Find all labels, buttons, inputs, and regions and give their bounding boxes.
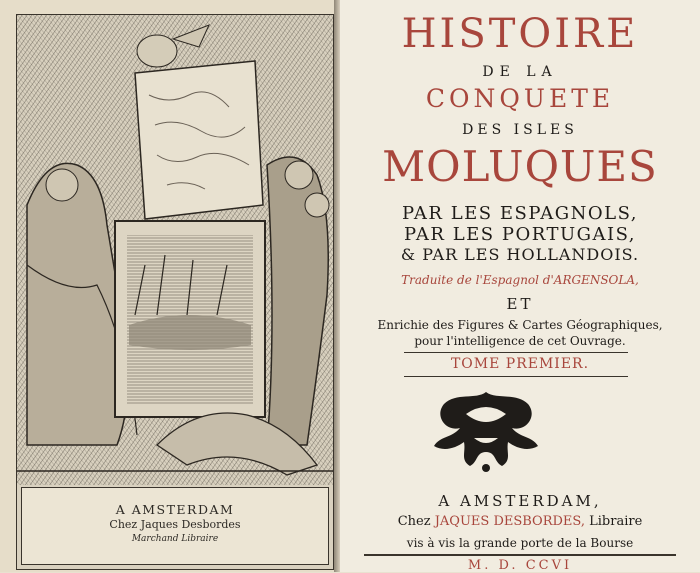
printers-ornament <box>426 384 546 474</box>
title-moluques: MOLUQUES <box>382 142 658 191</box>
enrichment-line-1: Enrichie des Figures & Cartes Géographiques, <box>377 318 663 332</box>
translation-credit: Traduite de l'Espagnol d'ARGENSOLA, <box>401 273 639 287</box>
subtitle-espagnols: PAR LES ESPAGNOLS, <box>401 203 639 224</box>
imprint-publisher-suffix: Libraire <box>589 514 643 529</box>
subtitle-portugais: PAR LES PORTUGAIS, <box>403 224 637 245</box>
frontispiece-imprint <box>22 502 328 547</box>
title-histoire: HISTOIRE <box>401 11 639 57</box>
imprint-address: vis à vis la grande porte de la Bourse <box>406 536 634 550</box>
volume-label: TOME PREMIER. <box>450 356 590 372</box>
cherub-figure <box>137 35 177 67</box>
engraving-illustration <box>17 15 333 485</box>
frontispiece-imprint-trade: Marchand Libraire <box>131 534 219 544</box>
frontispiece-imprint-city: A AMSTERDAM <box>115 502 235 517</box>
title-de-la: DE LA <box>482 64 558 80</box>
conjunction-et: ET <box>506 295 534 313</box>
frontispiece-plinth <box>21 487 329 565</box>
imprint-date: M. D. CCVI <box>467 558 573 573</box>
title-page <box>340 0 700 572</box>
imprint-city: A AMSTERDAM, <box>438 492 602 510</box>
frontispiece-imprint-publisher: Chez Jaques Desbordes <box>109 518 241 531</box>
rule-above-tome <box>404 352 628 353</box>
imprint-publisher <box>340 514 700 529</box>
title-conquete: CONQUETE <box>425 84 615 113</box>
rule-below-tome <box>404 376 628 377</box>
title-des-isles: DES ISLES <box>462 122 578 138</box>
map-sheet <box>135 61 263 219</box>
subtitle-hollandois: & PAR LES HOLLANDOIS. <box>400 245 640 264</box>
frontispiece-page <box>0 0 336 572</box>
frontispiece-engraving <box>16 14 334 570</box>
enrichment-line-2: pour l'intelligence de cet Ouvrage. <box>414 334 626 348</box>
imprint-publisher-name: JAQUES DESBORDES, <box>434 514 585 529</box>
imprint-publisher-prefix: Chez <box>397 514 431 529</box>
rule-above-date <box>364 554 676 556</box>
